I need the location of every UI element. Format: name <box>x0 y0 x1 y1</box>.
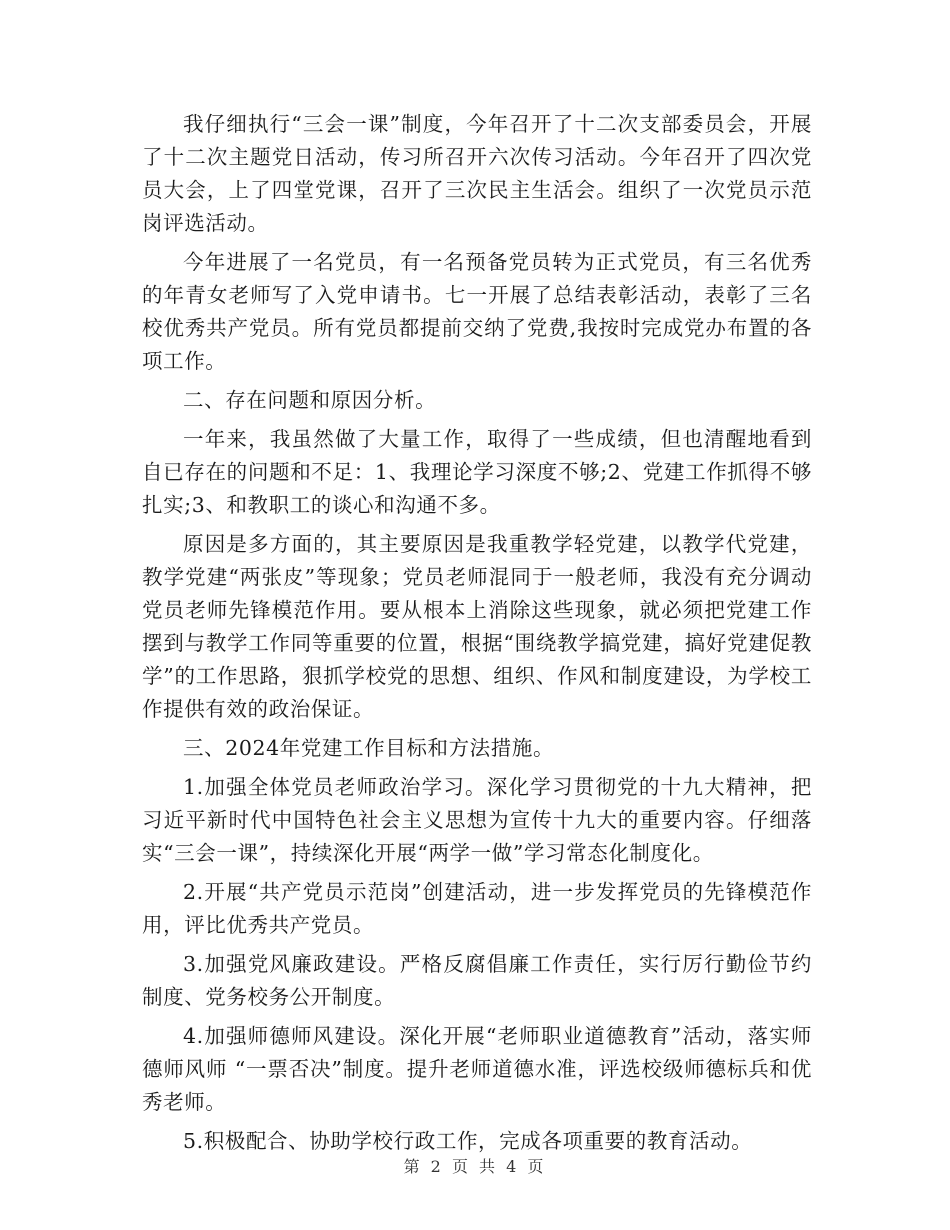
paragraph: 一年来，我虽然做了大量工作，取得了一些成绩，但也清醒地看到自已存在的问题和不足：1、我理论学习深度不够;2、党建工作抓得不够扎实;3、和教职工的谈心和沟通不多。 <box>142 427 812 517</box>
section-heading: 三、2024年党建工作目标和方法措施。 <box>183 736 555 760</box>
document-body <box>142 108 812 1164</box>
list-item: 5.积极配合、协助学校行政工作，完成各项重要的教育活动。 <box>183 1129 753 1153</box>
list-item: 4.加强师德师风建设。深化开展“老师职业道德教育”活动，落实师德师风师 “一票否决”制度。提升老师道德水准，评选校级师德标兵和优秀老师。 <box>142 1024 812 1114</box>
list-item: 2.开展“共产党员示范岗”创建活动，进一步发挥党员的先锋模范作用，评比优秀共产党员。 <box>142 880 812 937</box>
paragraph: 今年进展了一名党员，有一名预备党员转为正式党员，有三名优秀的年青女老师写了入党申请书。七一开展了总结表彰活动，表彰了三名校优秀共产党员。所有党员都提前交纳了党费,我按时完成党办布置的各项工作。 <box>142 250 812 373</box>
paragraph: 我仔细执行“三会一课”制度，今年召开了十二次支部委员会，开展了十二次主题党日活动，传习所召开六次传习活动。今年召开了四次党员大会，上了四堂党课，召开了三次民主生活会。组织了一次党员示范岗评选活动。 <box>142 112 812 235</box>
page-footer: 第 2 页 共 4 页 <box>403 1157 547 1176</box>
list-item: 3.加强党风廉政建设。严格反腐倡廉工作责任，实行厉行勤俭节约制度、党务校务公开制度。 <box>142 952 812 1009</box>
section-heading: 二、存在问题和原因分析。 <box>183 388 437 412</box>
paragraph: 原因是多方面的，其主要原因是我重教学轻党建，以教学代党建，教学党建“两张皮”等现象；党员老师混同于一般老师，我没有充分调动党员老师先锋模范作用。要从根本上消除这些现象，就必须把党建工作摆到与教学工作同等重要的位置，根据“围绕教学搞党建，搞好党建促教学”的工作思路，狠抓学校党的思想、组织、作风和制度建设，为学校工作提供有效的政治保证。 <box>142 532 812 721</box>
list-item: 1.加强全体党员老师政治学习。深化学习贯彻党的十九大精神，把习近平新时代中国特色社会主义思想为宣传十九大的重要内容。仔细落实“三会一课”，持续深化开展“两学一做”学习常态化制度化。 <box>142 775 812 865</box>
